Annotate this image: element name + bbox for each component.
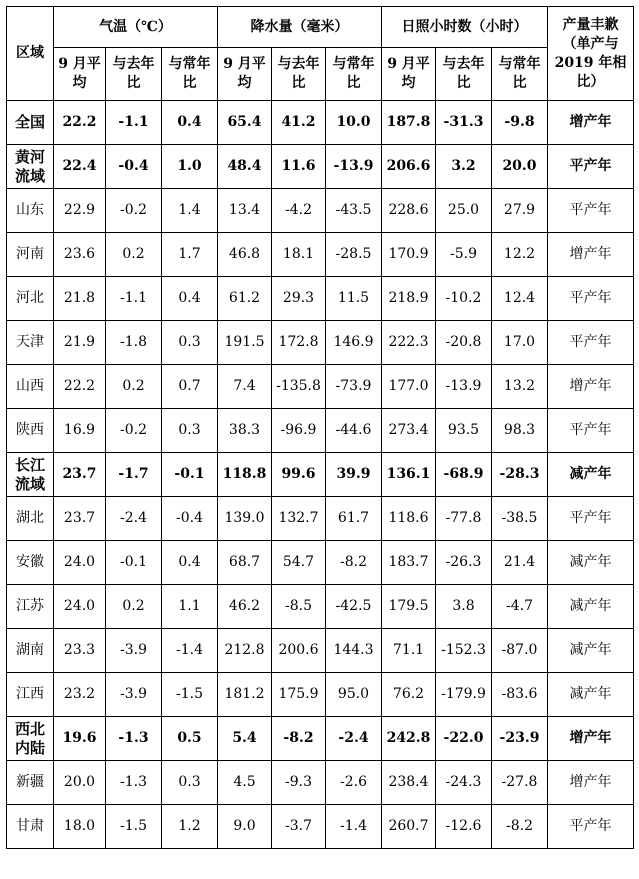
sun-norm-cell: 12.4 [492, 277, 548, 321]
region-cell: 黄河 流域 [7, 145, 54, 189]
temp-ly-cell: -1.3 [106, 717, 162, 761]
precip-norm-cell: -1.4 [326, 805, 382, 849]
precip-norm-cell: -13.9 [326, 145, 382, 189]
table-row [7, 629, 634, 673]
table-row [7, 365, 634, 409]
temp-avg-cell: 19.6 [54, 717, 106, 761]
precip-avg-cell: 65.4 [218, 101, 272, 145]
sun-ly-cell: 3.8 [436, 585, 492, 629]
sun-norm-cell: 21.4 [492, 541, 548, 585]
temp-norm-cell: -1.4 [162, 629, 218, 673]
precip-norm-cell: -44.6 [326, 409, 382, 453]
sun-vs-lastyear-header: 与去年 比 [436, 48, 492, 101]
sun-ly-cell: -12.6 [436, 805, 492, 849]
temp-ly-cell: -2.4 [106, 497, 162, 541]
temp-avg-cell: 20.0 [54, 761, 106, 805]
sunshine-header: 日照小时数（小时） [382, 7, 548, 48]
temp-ly-cell: -1.5 [106, 805, 162, 849]
sun-ly-cell: -22.0 [436, 717, 492, 761]
table-row [7, 233, 634, 277]
precip-ly-cell: 172.8 [272, 321, 326, 365]
temp-norm-cell: 1.2 [162, 805, 218, 849]
region-cell: 新疆 [7, 761, 54, 805]
temp-avg-cell: 23.2 [54, 673, 106, 717]
precip-ly-cell: 200.6 [272, 629, 326, 673]
precip-avg-cell: 68.7 [218, 541, 272, 585]
temp-ly-cell: 0.2 [106, 365, 162, 409]
yield-cell: 增产年 [548, 365, 634, 409]
precip-avg-cell: 13.4 [218, 189, 272, 233]
precip-norm-cell: 39.9 [326, 453, 382, 497]
temp-ly-cell: -1.3 [106, 761, 162, 805]
precip-avg-cell: 48.4 [218, 145, 272, 189]
temp-ly-cell: -3.9 [106, 673, 162, 717]
temp-avg-cell: 21.9 [54, 321, 106, 365]
sun-ly-cell: -13.9 [436, 365, 492, 409]
region-cell: 山东 [7, 189, 54, 233]
sun-ly-cell: -26.3 [436, 541, 492, 585]
sun-avg-cell: 177.0 [382, 365, 436, 409]
yield-cell: 增产年 [548, 233, 634, 277]
temp-avg-cell: 23.6 [54, 233, 106, 277]
yield-cell: 平产年 [548, 277, 634, 321]
precip-norm-cell: 95.0 [326, 673, 382, 717]
sun-ly-cell: 3.2 [436, 145, 492, 189]
sun-avg-cell: 187.8 [382, 101, 436, 145]
precip-norm-cell: 61.7 [326, 497, 382, 541]
temp-norm-cell: -1.5 [162, 673, 218, 717]
precip-avg-cell: 46.2 [218, 585, 272, 629]
table-row [7, 409, 634, 453]
temp-ly-cell: -0.2 [106, 409, 162, 453]
temp-norm-cell: 1.4 [162, 189, 218, 233]
table-row [7, 541, 634, 585]
table-row [7, 717, 634, 761]
temp-norm-cell: -0.4 [162, 497, 218, 541]
temp-norm-cell: 0.4 [162, 277, 218, 321]
precip-sept-avg-header: 9 月平 均 [218, 48, 272, 101]
region-header: 区域 [7, 7, 54, 101]
sun-ly-cell: -77.8 [436, 497, 492, 541]
table-row [7, 189, 634, 233]
temp-norm-cell: 1.7 [162, 233, 218, 277]
sun-norm-cell: 98.3 [492, 409, 548, 453]
table-row [7, 673, 634, 717]
precip-ly-cell: 99.6 [272, 453, 326, 497]
table-row [7, 497, 634, 541]
sun-ly-cell: 25.0 [436, 189, 492, 233]
sun-avg-cell: 136.1 [382, 453, 436, 497]
precip-ly-cell: 18.1 [272, 233, 326, 277]
precip-avg-cell: 9.0 [218, 805, 272, 849]
table-row [7, 805, 634, 849]
sun-ly-cell: -24.3 [436, 761, 492, 805]
region-cell: 陕西 [7, 409, 54, 453]
sun-avg-cell: 71.1 [382, 629, 436, 673]
sun-ly-cell: -179.9 [436, 673, 492, 717]
precip-avg-cell: 7.4 [218, 365, 272, 409]
region-cell: 山西 [7, 365, 54, 409]
table-row [7, 585, 634, 629]
region-cell: 湖南 [7, 629, 54, 673]
sun-norm-cell: -38.5 [492, 497, 548, 541]
temp-ly-cell: -0.4 [106, 145, 162, 189]
region-cell: 长江 流域 [7, 453, 54, 497]
temp-norm-cell: 0.5 [162, 717, 218, 761]
sun-avg-cell: 170.9 [382, 233, 436, 277]
sun-ly-cell: 93.5 [436, 409, 492, 453]
precip-norm-cell: -42.5 [326, 585, 382, 629]
table-row [7, 145, 634, 189]
sun-avg-cell: 242.8 [382, 717, 436, 761]
region-cell: 河北 [7, 277, 54, 321]
precip-norm-cell: -43.5 [326, 189, 382, 233]
sun-avg-cell: 228.6 [382, 189, 436, 233]
precip-norm-cell: -2.6 [326, 761, 382, 805]
precip-vs-normal-header: 与常年 比 [326, 48, 382, 101]
precip-avg-cell: 139.0 [218, 497, 272, 541]
temp-norm-cell: 0.4 [162, 101, 218, 145]
sun-sept-avg-header: 9 月平 均 [382, 48, 436, 101]
temp-avg-cell: 23.3 [54, 629, 106, 673]
precip-ly-cell: -9.3 [272, 761, 326, 805]
sun-ly-cell: -68.9 [436, 453, 492, 497]
region-cell: 江西 [7, 673, 54, 717]
precip-ly-cell: -135.8 [272, 365, 326, 409]
precip-norm-cell: -2.4 [326, 717, 382, 761]
precip-ly-cell: 54.7 [272, 541, 326, 585]
temp-ly-cell: -3.9 [106, 629, 162, 673]
yield-cell: 增产年 [548, 717, 634, 761]
temp-ly-cell: -1.1 [106, 101, 162, 145]
sun-norm-cell: -27.8 [492, 761, 548, 805]
precip-norm-cell: 11.5 [326, 277, 382, 321]
precip-norm-cell: -28.5 [326, 233, 382, 277]
sun-norm-cell: 13.2 [492, 365, 548, 409]
precip-avg-cell: 4.5 [218, 761, 272, 805]
precip-vs-lastyear-header: 与去年 比 [272, 48, 326, 101]
temp-avg-cell: 22.9 [54, 189, 106, 233]
sun-norm-cell: -28.3 [492, 453, 548, 497]
sun-ly-cell: -10.2 [436, 277, 492, 321]
climate-yield-table [6, 6, 634, 849]
table-body [7, 101, 634, 849]
precip-ly-cell: -8.2 [272, 717, 326, 761]
precip-avg-cell: 118.8 [218, 453, 272, 497]
temp-norm-cell: -0.1 [162, 453, 218, 497]
precip-ly-cell: -96.9 [272, 409, 326, 453]
temp-ly-cell: -1.7 [106, 453, 162, 497]
precip-avg-cell: 61.2 [218, 277, 272, 321]
sun-avg-cell: 118.6 [382, 497, 436, 541]
precip-ly-cell: 132.7 [272, 497, 326, 541]
temp-avg-cell: 18.0 [54, 805, 106, 849]
sun-avg-cell: 206.6 [382, 145, 436, 189]
precip-ly-cell: 41.2 [272, 101, 326, 145]
temp-norm-cell: 0.4 [162, 541, 218, 585]
sun-norm-cell: -8.2 [492, 805, 548, 849]
yield-cell: 减产年 [548, 673, 634, 717]
precip-ly-cell: 11.6 [272, 145, 326, 189]
yield-cell: 减产年 [548, 453, 634, 497]
sun-avg-cell: 218.9 [382, 277, 436, 321]
temp-ly-cell: -0.2 [106, 189, 162, 233]
yield-cell: 平产年 [548, 321, 634, 365]
sun-avg-cell: 179.5 [382, 585, 436, 629]
sun-avg-cell: 183.7 [382, 541, 436, 585]
region-cell: 甘肃 [7, 805, 54, 849]
sun-ly-cell: -5.9 [436, 233, 492, 277]
sun-ly-cell: -20.8 [436, 321, 492, 365]
yield-cell: 平产年 [548, 805, 634, 849]
region-cell: 河南 [7, 233, 54, 277]
precip-norm-cell: 10.0 [326, 101, 382, 145]
precip-ly-cell: -8.5 [272, 585, 326, 629]
temp-ly-cell: 0.2 [106, 585, 162, 629]
sun-avg-cell: 273.4 [382, 409, 436, 453]
temp-avg-cell: 22.2 [54, 365, 106, 409]
table-row [7, 453, 634, 497]
temp-avg-cell: 24.0 [54, 585, 106, 629]
precipitation-header: 降水量（毫米） [218, 7, 382, 48]
precip-avg-cell: 5.4 [218, 717, 272, 761]
precip-avg-cell: 181.2 [218, 673, 272, 717]
yield-cell: 减产年 [548, 629, 634, 673]
temp-ly-cell: 0.2 [106, 233, 162, 277]
sun-norm-cell: 12.2 [492, 233, 548, 277]
temp-avg-cell: 22.2 [54, 101, 106, 145]
precip-avg-cell: 191.5 [218, 321, 272, 365]
sun-norm-cell: 27.9 [492, 189, 548, 233]
temp-avg-cell: 23.7 [54, 497, 106, 541]
precip-avg-cell: 38.3 [218, 409, 272, 453]
yield-cell: 增产年 [548, 101, 634, 145]
yield-cell: 平产年 [548, 497, 634, 541]
region-cell: 全国 [7, 101, 54, 145]
region-cell: 安徽 [7, 541, 54, 585]
temp-ly-cell: -0.1 [106, 541, 162, 585]
temp-avg-cell: 23.7 [54, 453, 106, 497]
region-cell: 江苏 [7, 585, 54, 629]
sun-ly-cell: -31.3 [436, 101, 492, 145]
precip-ly-cell: 175.9 [272, 673, 326, 717]
precip-norm-cell: 146.9 [326, 321, 382, 365]
precip-norm-cell: -8.2 [326, 541, 382, 585]
precip-ly-cell: -4.2 [272, 189, 326, 233]
temp-vs-normal-header: 与常年 比 [162, 48, 218, 101]
temp-ly-cell: -1.8 [106, 321, 162, 365]
table-row [7, 761, 634, 805]
sun-norm-cell: -87.0 [492, 629, 548, 673]
yield-cell: 平产年 [548, 189, 634, 233]
yield-cell: 平产年 [548, 409, 634, 453]
temp-avg-cell: 21.8 [54, 277, 106, 321]
yield-cell: 减产年 [548, 541, 634, 585]
temp-avg-cell: 22.4 [54, 145, 106, 189]
temp-vs-lastyear-header: 与去年 比 [106, 48, 162, 101]
temp-avg-cell: 16.9 [54, 409, 106, 453]
precip-norm-cell: 144.3 [326, 629, 382, 673]
sun-norm-cell: -83.6 [492, 673, 548, 717]
table-row [7, 321, 634, 365]
sun-vs-normal-header: 与常年 比 [492, 48, 548, 101]
temp-avg-cell: 24.0 [54, 541, 106, 585]
yield-cell: 减产年 [548, 585, 634, 629]
region-cell: 天津 [7, 321, 54, 365]
yield-cell: 平产年 [548, 145, 634, 189]
temperature-header: 气温（℃） [54, 7, 218, 48]
precip-avg-cell: 46.8 [218, 233, 272, 277]
temp-sept-avg-header: 9 月平 均 [54, 48, 106, 101]
temp-norm-cell: 0.3 [162, 761, 218, 805]
sun-norm-cell: -4.7 [492, 585, 548, 629]
yield-cell: 增产年 [548, 761, 634, 805]
temp-norm-cell: 1.0 [162, 145, 218, 189]
precip-ly-cell: 29.3 [272, 277, 326, 321]
sun-norm-cell: -9.8 [492, 101, 548, 145]
temp-ly-cell: -1.1 [106, 277, 162, 321]
sun-ly-cell: -152.3 [436, 629, 492, 673]
sun-norm-cell: 20.0 [492, 145, 548, 189]
temp-norm-cell: 1.1 [162, 585, 218, 629]
table-row [7, 277, 634, 321]
sun-norm-cell: 17.0 [492, 321, 548, 365]
sun-norm-cell: -23.9 [492, 717, 548, 761]
region-cell: 西北 内陆 [7, 717, 54, 761]
sun-avg-cell: 76.2 [382, 673, 436, 717]
precip-norm-cell: -73.9 [326, 365, 382, 409]
precip-avg-cell: 212.8 [218, 629, 272, 673]
precip-ly-cell: -3.7 [272, 805, 326, 849]
region-cell: 湖北 [7, 497, 54, 541]
temp-norm-cell: 0.3 [162, 321, 218, 365]
temp-norm-cell: 0.3 [162, 409, 218, 453]
yield-header: 产量丰歉 （单产与 2019 年相 比） [548, 7, 634, 101]
sun-avg-cell: 238.4 [382, 761, 436, 805]
temp-norm-cell: 0.7 [162, 365, 218, 409]
sun-avg-cell: 222.3 [382, 321, 436, 365]
sun-avg-cell: 260.7 [382, 805, 436, 849]
table-row [7, 101, 634, 145]
